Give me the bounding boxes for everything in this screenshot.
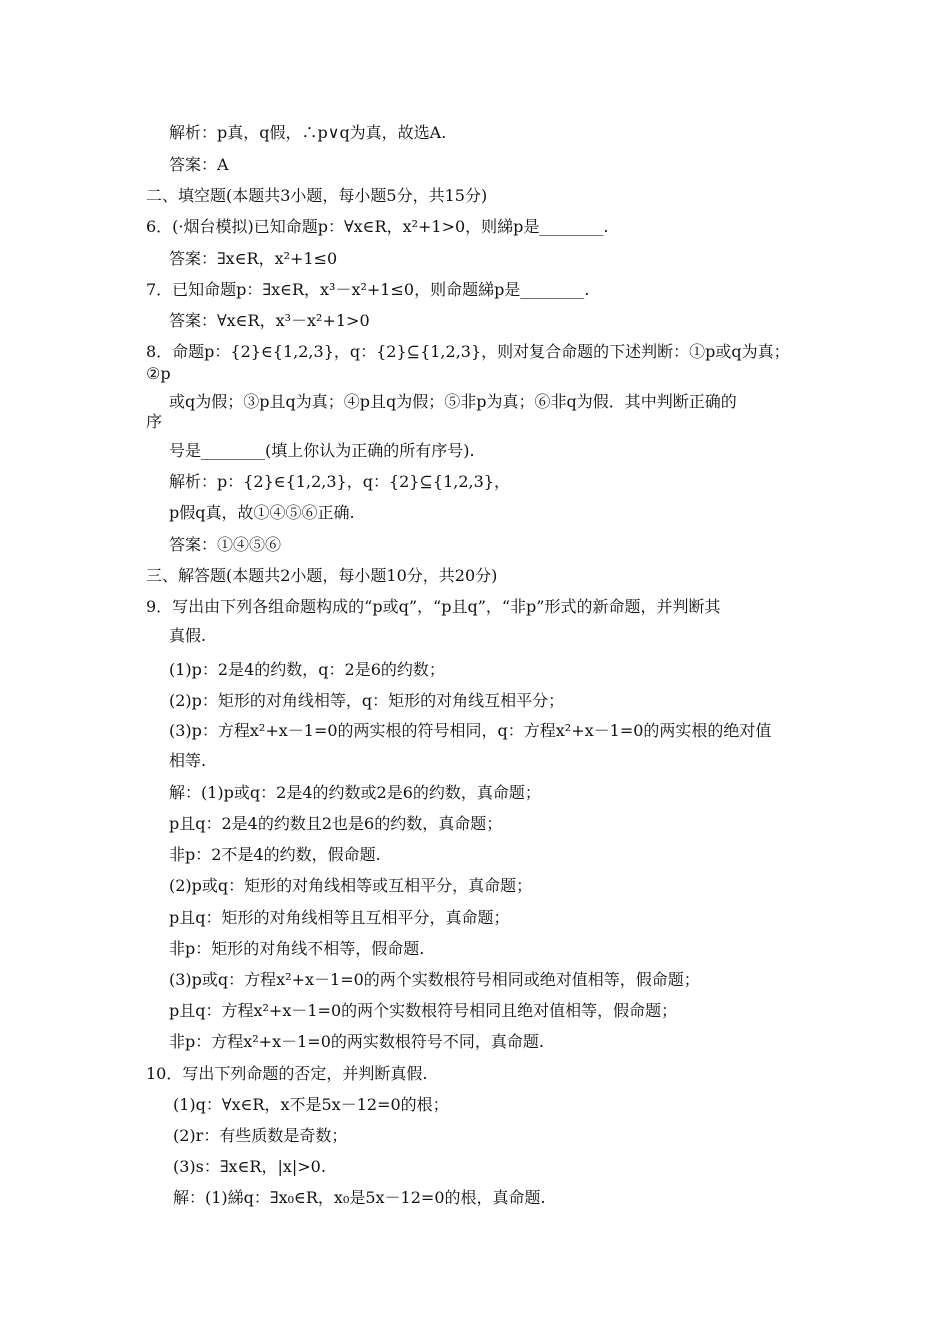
text-line: p假q真，故①④⑤⑥正确. xyxy=(169,503,355,522)
text-line: 7．已知命题p：∃x∈R，x³－x²+1≤0，则命题綈p是________. xyxy=(146,280,590,299)
text-line: 序 xyxy=(146,412,163,431)
text-line: (3)s：∃x∈R，|x|>0. xyxy=(173,1157,326,1176)
text-line: p且q：2是4的约数且2也是6的约数，真命题； xyxy=(169,814,503,833)
text-line: 答案：A xyxy=(169,155,229,174)
text-line: p且q：矩形的对角线相等且互相平分，真命题； xyxy=(169,908,510,927)
text-line: 答案：∀x∈R，x³－x²+1>0 xyxy=(169,311,370,330)
text-line: 解：(1)綈q：∃x₀∈R，x₀是5x－12=0的根，真命题. xyxy=(173,1188,546,1207)
text-line: (3)p或q：方程x²+x－1=0的两个实数根符号相同或绝对值相等，假命题； xyxy=(169,970,700,989)
text-line: p且q：方程x²+x－1=0的两个实数根符号相同且绝对值相等，假命题； xyxy=(169,1001,678,1020)
text-line: 答案：①④⑤⑥ xyxy=(169,535,282,554)
text-line: (2)r：有些质数是奇数； xyxy=(173,1126,348,1145)
text-line: (2)p或q：矩形的对角线相等或互相平分，真命题； xyxy=(169,876,533,895)
text-line: (1)q：∀x∈R，x不是5x－12=0的根； xyxy=(173,1095,449,1114)
text-line: 6．(·烟台模拟)已知命题p：∀x∈R，x²+1>0，则綈p是________. xyxy=(146,217,609,236)
text-line: 相等. xyxy=(169,751,207,770)
text-line: 答案：∃x∈R，x²+1≤0 xyxy=(169,249,338,268)
text-line: 非p：2不是4的约数，假命题. xyxy=(169,845,381,864)
text-line: 解析：p：{2}∈{1,2,3}，q：{2}⊆{1,2,3}， xyxy=(169,472,510,491)
text-line: 非p：矩形的对角线不相等，假命题. xyxy=(169,939,425,958)
text-line: 二、填空题(本题共3小题，每小题5分，共15分) xyxy=(146,186,488,205)
text-line: 8．命题p：{2}∈{1,2,3}，q：{2}⊆{1,2,3}，则对复合命题的下述判断：①p或q为真； xyxy=(146,342,790,361)
text-line: 非p：方程x²+x－1=0的两实数根符号不同，真命题. xyxy=(169,1032,544,1051)
text-line: 解析：p真，q假，∴p∨q为真，故选A. xyxy=(169,123,447,142)
text-line: 号是________(填上你认为正确的所有序号). xyxy=(169,441,475,460)
text-line: (3)p：方程x²+x－1=0的两实根的符号相同，q：方程x²+x－1=0的两实根的绝对值 xyxy=(169,721,772,740)
text-line: 真假. xyxy=(169,626,207,645)
text-line: 9．写出由下列各组命题构成的“p或q”，“p且q”，“非p”形式的新命题，并判断其 xyxy=(146,597,721,616)
text-line: 10．写出下列命题的否定，并判断真假. xyxy=(146,1064,428,1083)
text-line: (2)p：矩形的对角线相等，q：矩形的对角线互相平分； xyxy=(169,691,565,710)
text-line: 或q为假；③p且q为真；④p且q为假；⑤非p为真；⑥非q为假．其中判断正确的 xyxy=(169,392,737,411)
text-line: 三、解答题(本题共2小题，每小题10分，共20分) xyxy=(146,566,498,585)
text-line: 解：(1)p或q：2是4的约数或2是6的约数，真命题； xyxy=(169,783,541,802)
text-line: (1)p：2是4的约数，q：2是6的约数； xyxy=(169,660,445,679)
text-line: ②p xyxy=(146,364,171,383)
